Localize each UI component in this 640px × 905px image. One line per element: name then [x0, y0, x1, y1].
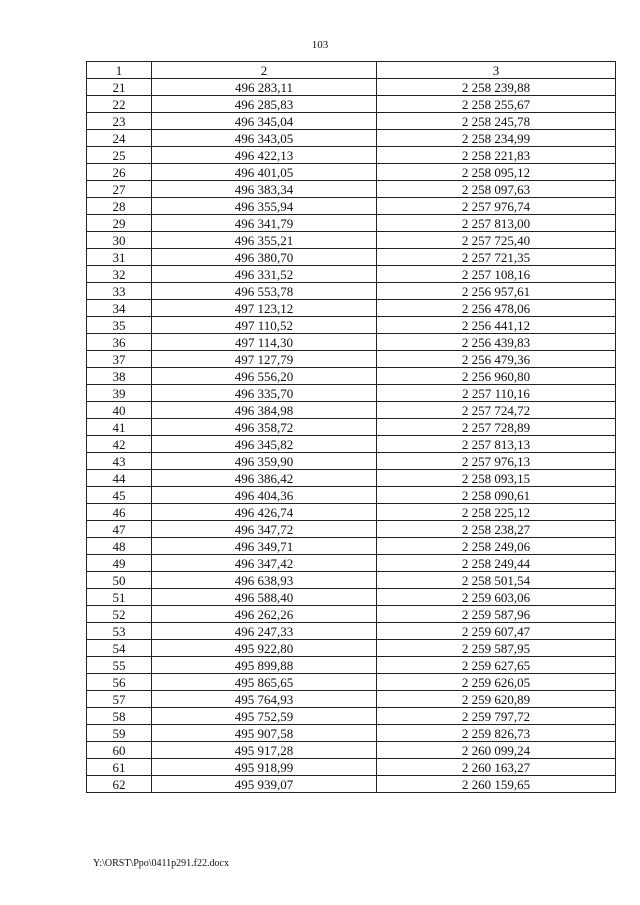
cell-x-coordinate: 496 588,40 — [152, 589, 377, 606]
cell-y-coordinate: 2 258 249,44 — [377, 555, 616, 572]
cell-x-coordinate: 496 285,83 — [152, 96, 377, 113]
cell-y-coordinate: 2 258 245,78 — [377, 113, 616, 130]
table-row — [87, 470, 616, 487]
cell-point-number: 53 — [87, 623, 152, 640]
cell-point-number: 44 — [87, 470, 152, 487]
cell-x-coordinate: 496 349,71 — [152, 538, 377, 555]
cell-point-number: 45 — [87, 487, 152, 504]
cell-y-coordinate: 2 257 813,13 — [377, 436, 616, 453]
cell-y-coordinate: 2 258 095,12 — [377, 164, 616, 181]
cell-point-number: 23 — [87, 113, 152, 130]
cell-point-number: 39 — [87, 385, 152, 402]
table-row — [87, 708, 616, 725]
cell-y-coordinate: 2 258 255,67 — [377, 96, 616, 113]
cell-y-coordinate: 2 259 626,05 — [377, 674, 616, 691]
cell-x-coordinate: 497 123,12 — [152, 300, 377, 317]
cell-point-number: 30 — [87, 232, 152, 249]
cell-y-coordinate: 2 257 976,13 — [377, 453, 616, 470]
table-row — [87, 538, 616, 555]
cell-x-coordinate: 496 341,79 — [152, 215, 377, 232]
cell-point-number: 25 — [87, 147, 152, 164]
page-number: 103 — [311, 39, 329, 51]
table-row — [87, 640, 616, 657]
cell-x-coordinate: 496 358,72 — [152, 419, 377, 436]
table-row — [87, 453, 616, 470]
cell-point-number: 57 — [87, 691, 152, 708]
cell-y-coordinate: 2 257 725,40 — [377, 232, 616, 249]
cell-point-number: 59 — [87, 725, 152, 742]
cell-y-coordinate: 2 256 441,12 — [377, 317, 616, 334]
cell-point-number: 29 — [87, 215, 152, 232]
cell-x-coordinate: 496 347,42 — [152, 555, 377, 572]
cell-y-coordinate: 2 258 090,61 — [377, 487, 616, 504]
cell-y-coordinate: 2 260 159,65 — [377, 776, 616, 793]
cell-x-coordinate: 496 553,78 — [152, 283, 377, 300]
cell-x-coordinate: 496 638,93 — [152, 572, 377, 589]
cell-x-coordinate: 496 247,33 — [152, 623, 377, 640]
cell-point-number: 32 — [87, 266, 152, 283]
cell-y-coordinate: 2 258 238,27 — [377, 521, 616, 538]
cell-point-number: 22 — [87, 96, 152, 113]
cell-point-number: 52 — [87, 606, 152, 623]
table-row — [87, 504, 616, 521]
cell-x-coordinate: 496 359,90 — [152, 453, 377, 470]
table-row — [87, 198, 616, 215]
header-cell-point-number: 1 — [87, 62, 152, 79]
table-row — [87, 742, 616, 759]
cell-point-number: 31 — [87, 249, 152, 266]
table-row — [87, 317, 616, 334]
cell-x-coordinate: 495 899,88 — [152, 657, 377, 674]
cell-y-coordinate: 2 259 826,73 — [377, 725, 616, 742]
cell-point-number: 62 — [87, 776, 152, 793]
cell-x-coordinate: 496 343,05 — [152, 130, 377, 147]
cell-x-coordinate: 495 907,58 — [152, 725, 377, 742]
table-row — [87, 572, 616, 589]
cell-point-number: 27 — [87, 181, 152, 198]
cell-y-coordinate: 2 258 501,54 — [377, 572, 616, 589]
cell-point-number: 42 — [87, 436, 152, 453]
cell-point-number: 49 — [87, 555, 152, 572]
cell-y-coordinate: 2 259 587,96 — [377, 606, 616, 623]
table-row — [87, 96, 616, 113]
header-cell-x-coordinate: 2 — [152, 62, 377, 79]
cell-y-coordinate: 2 256 960,80 — [377, 368, 616, 385]
cell-x-coordinate: 496 331,52 — [152, 266, 377, 283]
table-row — [87, 334, 616, 351]
cell-x-coordinate: 496 380,70 — [152, 249, 377, 266]
table-row — [87, 147, 616, 164]
table-header — [87, 62, 616, 79]
cell-point-number: 48 — [87, 538, 152, 555]
cell-point-number: 58 — [87, 708, 152, 725]
header-cell-y-coordinate: 3 — [377, 62, 616, 79]
table-row — [87, 691, 616, 708]
cell-y-coordinate: 2 258 225,12 — [377, 504, 616, 521]
cell-x-coordinate: 496 355,94 — [152, 198, 377, 215]
cell-x-coordinate: 497 114,30 — [152, 334, 377, 351]
cell-x-coordinate: 496 401,05 — [152, 164, 377, 181]
cell-x-coordinate: 496 355,21 — [152, 232, 377, 249]
table-row — [87, 385, 616, 402]
cell-y-coordinate: 2 258 093,15 — [377, 470, 616, 487]
cell-y-coordinate: 2 256 479,36 — [377, 351, 616, 368]
cell-point-number: 21 — [87, 79, 152, 96]
cell-y-coordinate: 2 256 439,83 — [377, 334, 616, 351]
cell-y-coordinate: 2 260 099,24 — [377, 742, 616, 759]
table-row — [87, 589, 616, 606]
cell-y-coordinate: 2 258 249,06 — [377, 538, 616, 555]
table-row — [87, 79, 616, 96]
cell-y-coordinate: 2 257 976,74 — [377, 198, 616, 215]
table-row — [87, 759, 616, 776]
cell-point-number: 37 — [87, 351, 152, 368]
cell-point-number: 24 — [87, 130, 152, 147]
table-row — [87, 657, 616, 674]
cell-point-number: 54 — [87, 640, 152, 657]
cell-x-coordinate: 495 922,80 — [152, 640, 377, 657]
cell-point-number: 61 — [87, 759, 152, 776]
table-row — [87, 623, 616, 640]
table-row — [87, 283, 616, 300]
cell-point-number: 34 — [87, 300, 152, 317]
cell-y-coordinate: 2 257 728,89 — [377, 419, 616, 436]
cell-y-coordinate: 2 258 234,99 — [377, 130, 616, 147]
table-row — [87, 555, 616, 572]
cell-point-number: 56 — [87, 674, 152, 691]
cell-y-coordinate: 2 259 627,65 — [377, 657, 616, 674]
cell-y-coordinate: 2 259 607,47 — [377, 623, 616, 640]
table-row — [87, 113, 616, 130]
cell-x-coordinate: 496 347,72 — [152, 521, 377, 538]
cell-point-number: 38 — [87, 368, 152, 385]
cell-x-coordinate: 495 917,28 — [152, 742, 377, 759]
cell-y-coordinate: 2 257 724,72 — [377, 402, 616, 419]
cell-point-number: 50 — [87, 572, 152, 589]
cell-x-coordinate: 496 335,70 — [152, 385, 377, 402]
cell-x-coordinate: 495 752,59 — [152, 708, 377, 725]
table-row — [87, 368, 616, 385]
table-body — [87, 79, 616, 793]
cell-y-coordinate: 2 259 603,06 — [377, 589, 616, 606]
cell-x-coordinate: 496 345,82 — [152, 436, 377, 453]
table-row — [87, 130, 616, 147]
table-row — [87, 215, 616, 232]
cell-y-coordinate: 2 259 797,72 — [377, 708, 616, 725]
table-row — [87, 300, 616, 317]
cell-point-number: 36 — [87, 334, 152, 351]
cell-x-coordinate: 496 283,11 — [152, 79, 377, 96]
cell-x-coordinate: 496 262,26 — [152, 606, 377, 623]
cell-x-coordinate: 496 404,36 — [152, 487, 377, 504]
header-row — [87, 62, 616, 79]
coordinates-table — [86, 61, 616, 793]
cell-x-coordinate: 495 865,65 — [152, 674, 377, 691]
cell-point-number: 55 — [87, 657, 152, 674]
cell-x-coordinate: 496 386,42 — [152, 470, 377, 487]
cell-y-coordinate: 2 260 163,27 — [377, 759, 616, 776]
cell-point-number: 60 — [87, 742, 152, 759]
cell-point-number: 47 — [87, 521, 152, 538]
cell-y-coordinate: 2 258 097,63 — [377, 181, 616, 198]
cell-x-coordinate: 496 422,13 — [152, 147, 377, 164]
cell-x-coordinate: 496 426,74 — [152, 504, 377, 521]
cell-x-coordinate: 496 384,98 — [152, 402, 377, 419]
cell-y-coordinate: 2 257 110,16 — [377, 385, 616, 402]
table-row — [87, 249, 616, 266]
cell-point-number: 43 — [87, 453, 152, 470]
table-row — [87, 181, 616, 198]
table-row — [87, 521, 616, 538]
footer-file-path: Y:\ORST\Ppo\0411p291.f22.docx — [93, 858, 229, 869]
table-row — [87, 402, 616, 419]
cell-point-number: 40 — [87, 402, 152, 419]
cell-y-coordinate: 2 257 813,00 — [377, 215, 616, 232]
cell-point-number: 41 — [87, 419, 152, 436]
table-row — [87, 487, 616, 504]
cell-x-coordinate: 495 918,99 — [152, 759, 377, 776]
cell-x-coordinate: 495 764,93 — [152, 691, 377, 708]
cell-y-coordinate: 2 256 957,61 — [377, 283, 616, 300]
table-row — [87, 674, 616, 691]
table-row — [87, 606, 616, 623]
cell-x-coordinate: 497 110,52 — [152, 317, 377, 334]
cell-point-number: 26 — [87, 164, 152, 181]
table-row — [87, 725, 616, 742]
cell-point-number: 35 — [87, 317, 152, 334]
cell-y-coordinate: 2 259 620,89 — [377, 691, 616, 708]
cell-x-coordinate: 496 383,34 — [152, 181, 377, 198]
cell-point-number: 28 — [87, 198, 152, 215]
cell-y-coordinate: 2 257 108,16 — [377, 266, 616, 283]
cell-y-coordinate: 2 256 478,06 — [377, 300, 616, 317]
cell-y-coordinate: 2 258 221,83 — [377, 147, 616, 164]
cell-y-coordinate: 2 259 587,95 — [377, 640, 616, 657]
cell-point-number: 33 — [87, 283, 152, 300]
table-row — [87, 436, 616, 453]
cell-point-number: 46 — [87, 504, 152, 521]
table-row — [87, 266, 616, 283]
table-row — [87, 776, 616, 793]
cell-point-number: 51 — [87, 589, 152, 606]
cell-y-coordinate: 2 258 239,88 — [377, 79, 616, 96]
cell-x-coordinate: 496 345,04 — [152, 113, 377, 130]
table-row — [87, 232, 616, 249]
table-row — [87, 351, 616, 368]
cell-x-coordinate: 497 127,79 — [152, 351, 377, 368]
table-row — [87, 419, 616, 436]
cell-y-coordinate: 2 257 721,35 — [377, 249, 616, 266]
cell-x-coordinate: 495 939,07 — [152, 776, 377, 793]
cell-x-coordinate: 496 556,20 — [152, 368, 377, 385]
table-row — [87, 164, 616, 181]
